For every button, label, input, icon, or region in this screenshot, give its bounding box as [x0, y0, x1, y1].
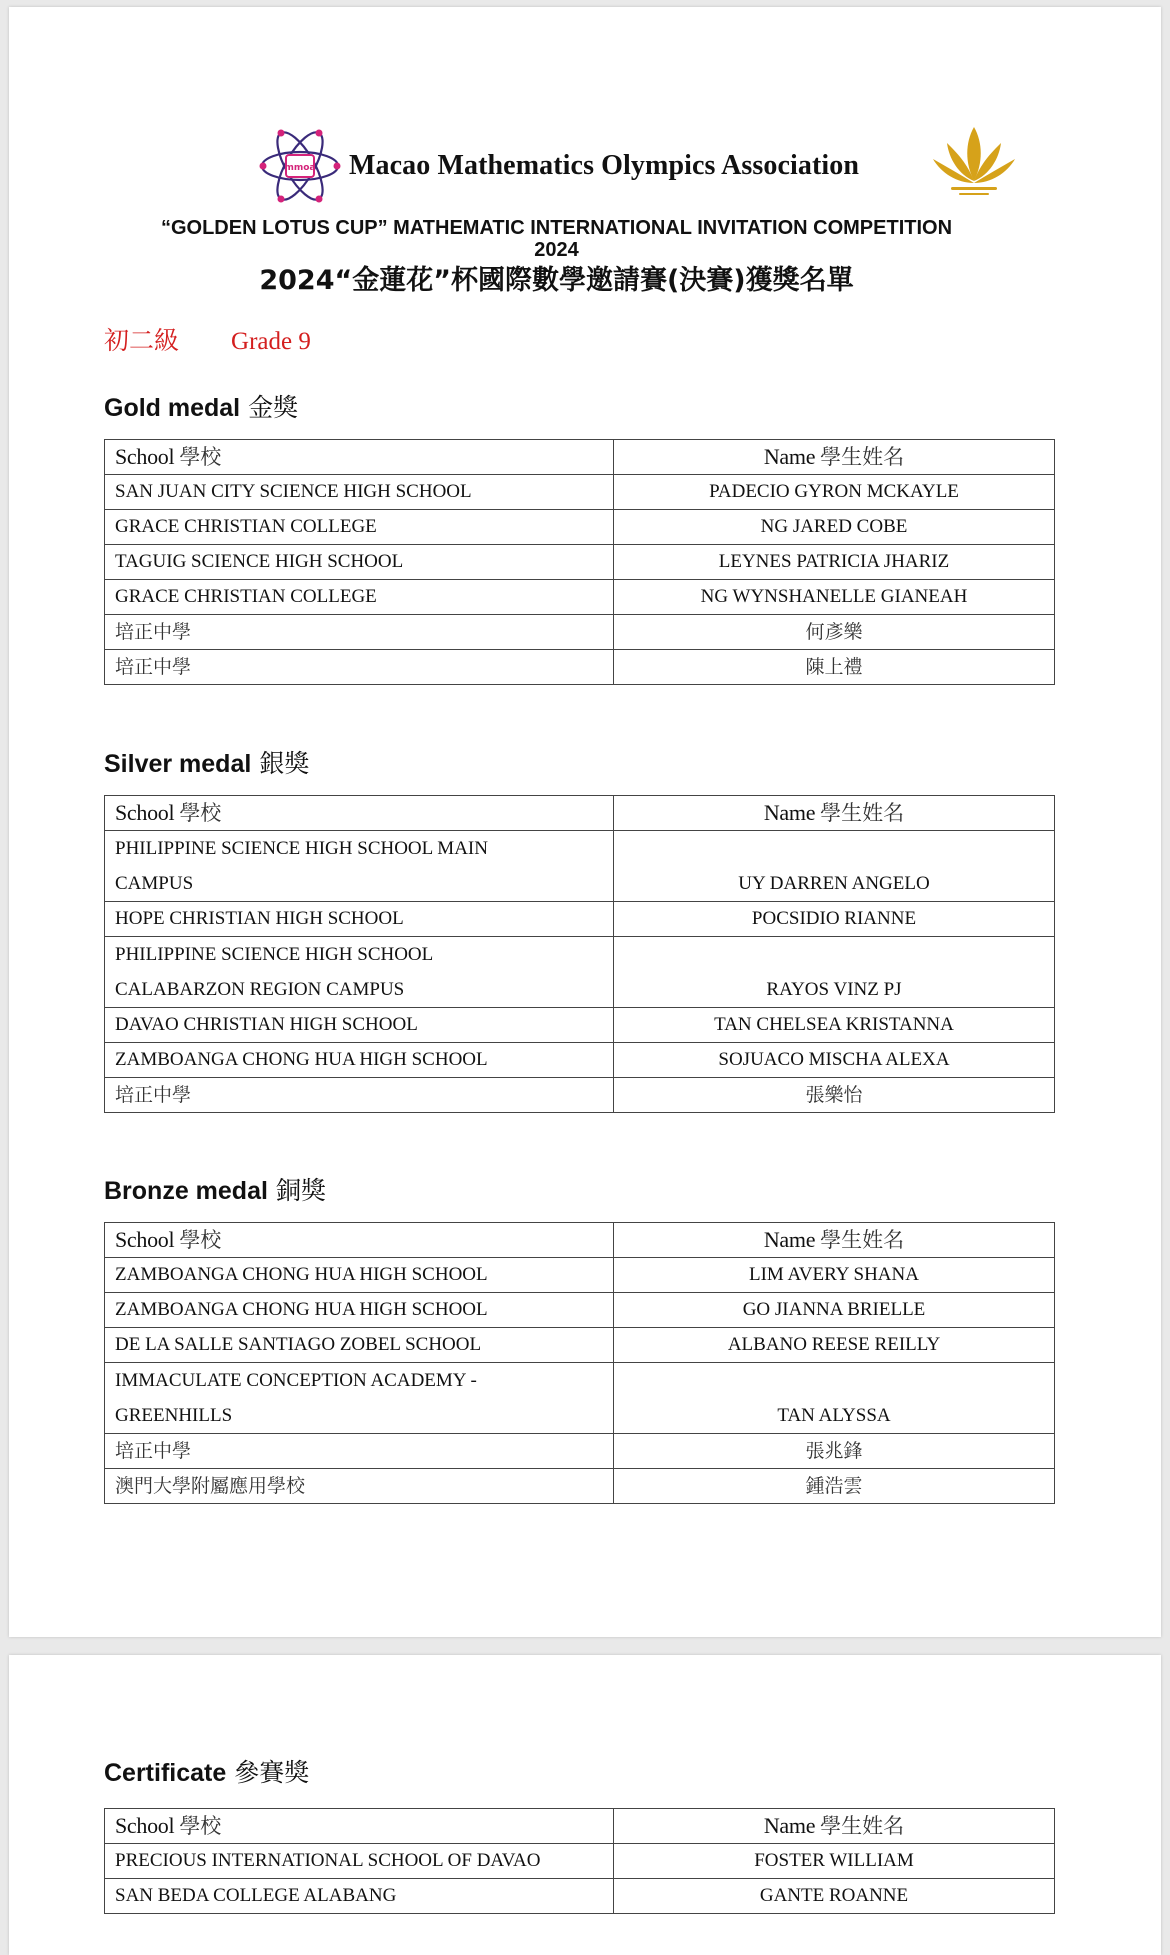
certificate-table	[104, 1808, 1055, 1914]
column-header: School 學校	[105, 1809, 614, 1844]
school-cell: SAN BEDA COLLEGE ALABANG	[105, 1879, 614, 1914]
school-cell: 培正中學	[105, 615, 614, 650]
table-row	[105, 831, 1055, 902]
column-header: School 學校	[105, 1223, 614, 1258]
column-header: Name 學生姓名	[614, 796, 1055, 831]
name-cell: PADECIO GYRON MCKAYLE	[614, 475, 1055, 510]
name-cell: 鍾浩雲	[614, 1469, 1055, 1504]
school-cell: 澳門大學附屬應用學校	[105, 1469, 614, 1504]
name-cell: GO JIANNA BRIELLE	[614, 1293, 1055, 1328]
association-name: Macao Mathematics Olympics Association	[349, 150, 860, 181]
table-row	[105, 1008, 1055, 1043]
school-cell: ZAMBOANGA CHONG HUA HIGH SCHOOL	[105, 1293, 614, 1328]
school-cell: GRACE CHRISTIAN COLLEGE	[105, 510, 614, 545]
table-row	[105, 1434, 1055, 1469]
table-row	[105, 1879, 1055, 1914]
table-row	[105, 1043, 1055, 1078]
document-page-1	[9, 7, 1161, 1637]
bronze-medal-table	[104, 1222, 1055, 1504]
name-cell: ALBANO REESE REILLY	[614, 1328, 1055, 1363]
name-cell: LIM AVERY SHANA	[614, 1258, 1055, 1293]
name-cell: 張樂怡	[614, 1078, 1055, 1113]
school-cell: PHILIPPINE SCIENCE HIGH SCHOOL CALABARZON REGION CAMPUS	[105, 937, 614, 1008]
table-row	[105, 615, 1055, 650]
table-row	[105, 1078, 1055, 1113]
school-cell: 培正中學	[105, 1078, 614, 1113]
chinese-title: 2024“金蓮花”杯國際數學邀請賽(決賽)獲獎名單	[259, 265, 854, 296]
school-cell: PRECIOUS INTERNATIONAL SCHOOL OF DAVAO	[105, 1844, 614, 1879]
competition-title: “GOLDEN LOTUS CUP” MATHEMATIC INTERNATIONAL INVITATION COMPETITION	[160, 217, 953, 239]
competition-year: 2024	[534, 239, 579, 261]
table-header-row	[105, 440, 1055, 475]
column-header: Name 學生姓名	[614, 1809, 1055, 1844]
svg-text:mmoa: mmoa	[284, 163, 316, 173]
name-cell: UY DARREN ANGELO	[614, 831, 1055, 902]
mmoa-atom-logo	[259, 125, 341, 207]
name-cell: GANTE ROANNE	[614, 1879, 1055, 1914]
table-row	[105, 1293, 1055, 1328]
table-row	[105, 902, 1055, 937]
school-cell: SAN JUAN CITY SCIENCE HIGH SCHOOL	[105, 475, 614, 510]
table-row	[105, 1328, 1055, 1363]
table-row	[105, 937, 1055, 1008]
name-cell: FOSTER WILLIAM	[614, 1844, 1055, 1879]
table-row	[105, 510, 1055, 545]
school-cell: PHILIPPINE SCIENCE HIGH SCHOOL MAIN CAMPUS	[105, 831, 614, 902]
school-cell: ZAMBOANGA CHONG HUA HIGH SCHOOL	[105, 1043, 614, 1078]
table-header-row	[105, 1809, 1055, 1844]
document-page-2	[9, 1655, 1161, 1955]
table-row	[105, 545, 1055, 580]
school-cell: HOPE CHRISTIAN HIGH SCHOOL	[105, 902, 614, 937]
name-cell: POCSIDIO RIANNE	[614, 902, 1055, 937]
silver-medal-table	[104, 795, 1055, 1113]
name-cell: TAN ALYSSA	[614, 1363, 1055, 1434]
grade-label	[104, 321, 311, 357]
table-header-row	[105, 796, 1055, 831]
table-row	[105, 475, 1055, 510]
name-cell: SOJUACO MISCHA ALEXA	[614, 1043, 1055, 1078]
table-row	[105, 650, 1055, 685]
grade-en: Grade 9	[231, 328, 311, 355]
name-cell: NG JARED COBE	[614, 510, 1055, 545]
gold-medal-table	[104, 439, 1055, 685]
school-cell: IMMACULATE CONCEPTION ACADEMY - GREENHILLS	[105, 1363, 614, 1434]
table-row	[105, 1258, 1055, 1293]
table-row	[105, 580, 1055, 615]
table-row	[105, 1844, 1055, 1879]
column-header: Name 學生姓名	[614, 1223, 1055, 1258]
table-header-row	[105, 1223, 1055, 1258]
school-cell: 培正中學	[105, 1434, 614, 1469]
column-header: Name 學生姓名	[614, 440, 1055, 475]
name-cell: 張兆鋒	[614, 1434, 1055, 1469]
column-header: School 學校	[105, 440, 614, 475]
school-cell: 培正中學	[105, 650, 614, 685]
name-cell: RAYOS VINZ PJ	[614, 937, 1055, 1008]
name-cell: NG WYNSHANELLE GIANEAH	[614, 580, 1055, 615]
table-row	[105, 1363, 1055, 1434]
name-cell: TAN CHELSEA KRISTANNA	[614, 1008, 1055, 1043]
school-cell: DE LA SALLE SANTIAGO ZOBEL SCHOOL	[105, 1328, 614, 1363]
name-cell: 陳上禮	[614, 650, 1055, 685]
golden-lotus-icon	[929, 125, 1019, 205]
name-cell: 何彥樂	[614, 615, 1055, 650]
name-cell: LEYNES PATRICIA JHARIZ	[614, 545, 1055, 580]
gold-medal-heading: Gold medal 金獎	[104, 393, 299, 422]
bronze-medal-heading: Bronze medal 銅獎	[104, 1176, 326, 1205]
school-cell: ZAMBOANGA CHONG HUA HIGH SCHOOL	[105, 1258, 614, 1293]
school-cell: DAVAO CHRISTIAN HIGH SCHOOL	[105, 1008, 614, 1043]
letterhead	[259, 125, 859, 207]
column-header: School 學校	[105, 796, 614, 831]
certificate-heading: Certificate 參賽獎	[104, 1758, 310, 1787]
grade-cn: 初二級	[104, 328, 180, 355]
school-cell: GRACE CHRISTIAN COLLEGE	[105, 580, 614, 615]
silver-medal-heading: Silver medal 銀獎	[104, 749, 310, 778]
school-cell: TAGUIG SCIENCE HIGH SCHOOL	[105, 545, 614, 580]
table-row	[105, 1469, 1055, 1504]
